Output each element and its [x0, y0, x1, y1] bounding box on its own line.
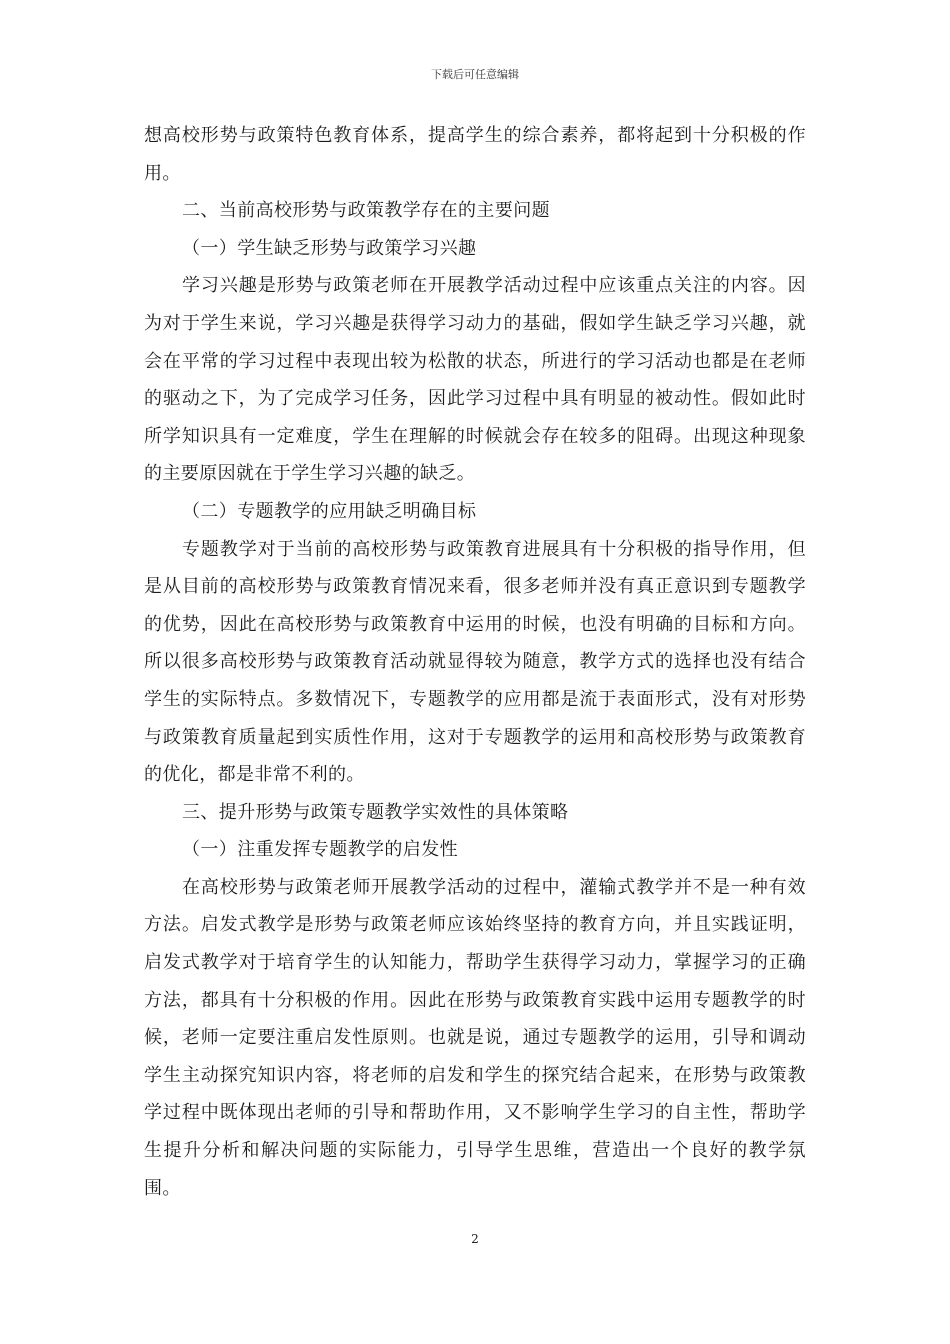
section-heading-3: 三、提升形势与政策专题教学实效性的具体策略 [182, 801, 569, 823]
page-header: 下载后可任意编辑 [431, 68, 519, 81]
paragraph: 学习兴趣是形势与政策老师在开展教学活动过程中应该重点关注的内容。因为对于学生来说，学习兴趣是获得学习动力的基础，假如学生缺乏学习兴趣，就会在平常的学习过程中表现出较为松散的状态，所进行的学习活动也都是在老师的驱动之下，为了完成学习任务，因此学习过程中具有明显的被动性。假如此时所学知识具有一定难度，学生在理解的时候就会存在较多的阻碍。出现这种现象的主要原因就在于学生学习兴趣的缺乏。 [144, 275, 806, 485]
subsection-heading-2-1: （一）学生缺乏形势与政策学习兴趣 [182, 237, 477, 259]
subsection-heading-3-1: （一）注重发挥专题教学的启发性 [182, 839, 458, 861]
paragraph-continuation: 想高校形势与政策特色教育体系，提高学生的综合素养，都将起到十分积极的作用。 [144, 125, 806, 184]
subsection-heading-2-2: （二）专题教学的应用缺乏明确目标 [182, 500, 477, 522]
page-number: 2 [471, 1232, 479, 1246]
section-heading-2: 二、当前高校形势与政策教学存在的主要问题 [182, 200, 550, 222]
document-body [144, 117, 806, 1207]
paragraph: 在高校形势与政策老师开展教学活动的过程中，灌输式教学并不是一种有效方法。启发式教学是形势与政策老师应该始终坚持的教育方向，并且实践证明，启发式教学对于培育学生的认知能力，帮助学生获得学习动力，掌握学习的正确方法，都具有十分积极的作用。因此在形势与政策教育实践中运用专题教学的时候，老师一定要注重启发性原则。也就是说，通过专题教学的运用，引导和调动学生主动探究知识内容，将老师的启发和学生的探究结合起来，在形势与政策教学过程中既体现出老师的引导和帮助作用，又不影响学生学习的自主性，帮助学生提升分析和解决问题的实际能力，引导学生思维，营造出一个良好的教学氛围。 [144, 876, 806, 1199]
paragraph: 专题教学对于当前的高校形势与政策教育进展具有十分积极的指导作用，但是从目前的高校形势与政策教育情况来看，很多老师并没有真正意识到专题教学的优势，因此在高校形势与政策教育中运用的时候，也没有明确的目标和方向。所以很多高校形势与政策教育活动就显得较为随意，教学方式的选择也没有结合学生的实际特点。多数情况下，专题教学的应用都是流于表面形式，没有对形势与政策教育质量起到实质性作用，这对于专题教学的运用和高校形势与政策教育的优化，都是非常不利的。 [144, 538, 806, 786]
